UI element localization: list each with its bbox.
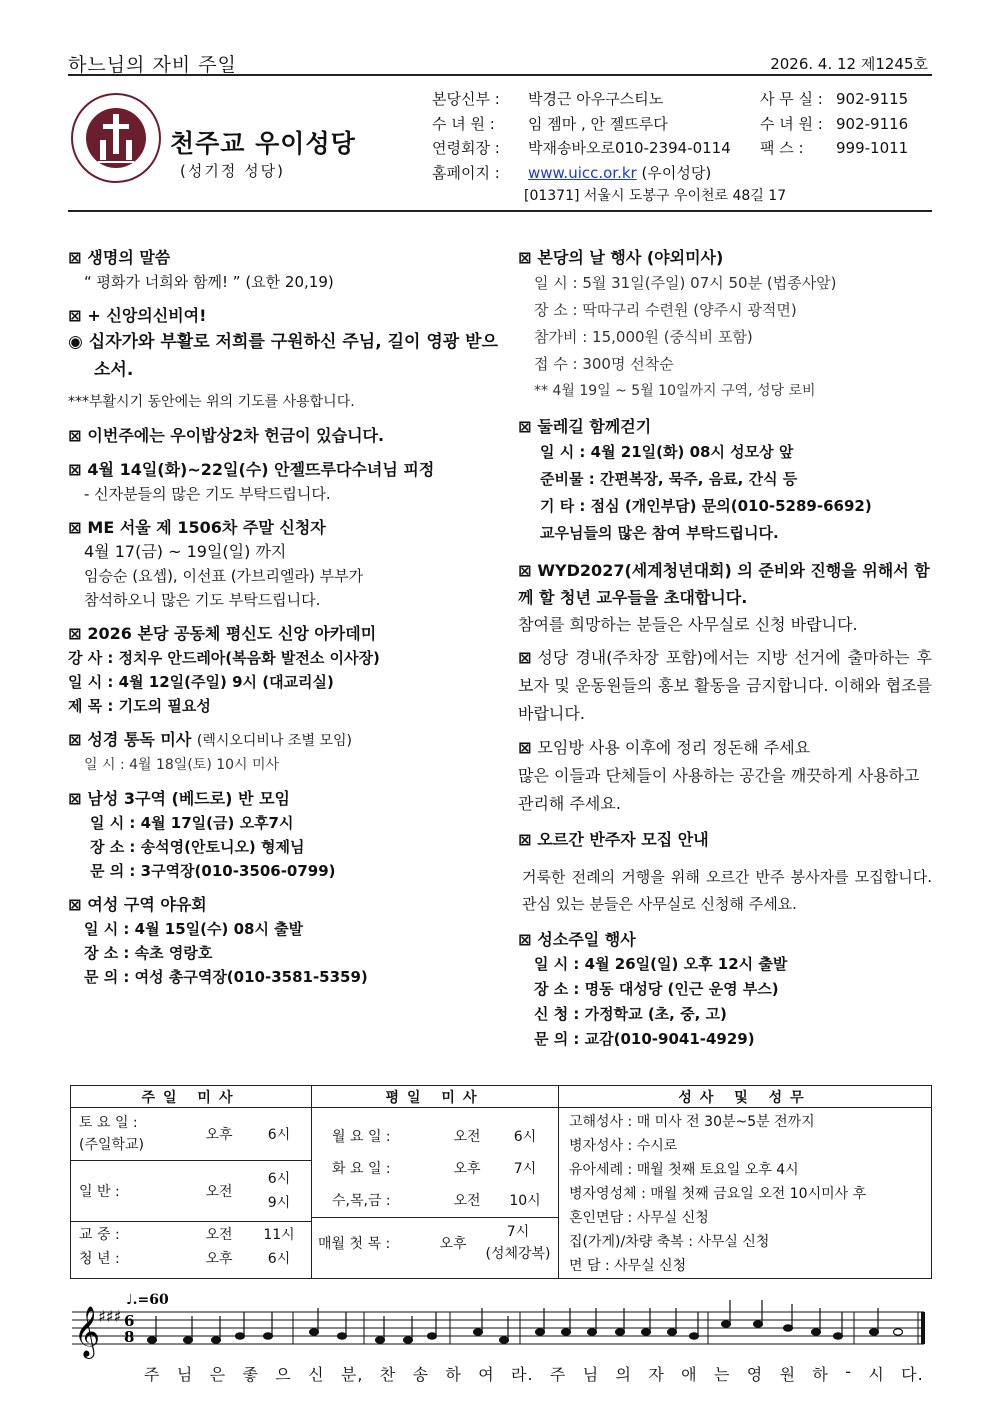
lyric-syllable: 여: [478, 1365, 495, 1384]
bullet-icon: ⊠: [68, 730, 82, 749]
organ-text: 거룩한 전례의 거행을 위해 오르간 반주 봉사자를 모집합니다. 관심 있는 분들은 사무실로 신청해 주세요.: [522, 868, 932, 913]
lyric-syllable: 하: [445, 1365, 462, 1384]
sacrament-line: 혼인면담 : 사무실 신청: [569, 1210, 709, 1226]
section-offering: ⊠ 이번주에는 우이밥상2차 헌금이 있습니다.: [68, 426, 385, 445]
lyric-syllable: 라.: [511, 1365, 534, 1384]
sacrament-line: 집(가게)/차량 축복 : 사무실 신청: [569, 1234, 770, 1250]
section-vocation-title: ⊠ 성소주일 행사: [518, 930, 636, 949]
vocation-line: 신 청 : 가정학교 (초, 중, 고): [534, 1005, 727, 1023]
parish-line: ** 4월 19일 ~ 5월 10일까지 구역, 성당 로비: [534, 383, 816, 399]
mass-schedule-table: [70, 1085, 932, 1279]
lyric-syllable: 님: [582, 1365, 600, 1384]
top-rule: [68, 74, 932, 76]
bullet-icon: ⊠: [518, 417, 532, 436]
phone-row-office: 사 무 실 : 902-9115: [760, 90, 909, 108]
time-signature-top: 6: [124, 1312, 135, 1330]
left-column: [68, 236, 500, 989]
parish-line: 접 수 : 300명 선착순: [534, 355, 674, 373]
wyd-text: 참여를 희망하는 분들은 사무실로 신청 바랍니다.: [518, 615, 858, 634]
bullet-icon: ⊠: [68, 518, 82, 537]
sunday-mass-cell: [71, 1108, 312, 1279]
lyric-syllable: 원: [779, 1365, 797, 1384]
bullet-icon: ⊠: [68, 895, 82, 914]
me-date: 4월 17(금) ~ 19일(일) 까지: [84, 542, 287, 561]
women-line: 일 시 : 4월 15일(수) 08시 출발: [84, 920, 304, 938]
bullet-icon: ⊠: [68, 460, 82, 479]
section-wyd-title: ⊠ WYD2027(세계청년대회) 의 준비와 진행을 위해서 함께 할 청년 교우들을 초대합니다.: [518, 561, 930, 607]
room-notice: ⊠ 모임방 사용 이후에 정리 정돈해 주세요: [518, 738, 811, 757]
bullet-icon: ⊠: [518, 830, 532, 849]
bullet-icon: ⊠: [518, 648, 532, 667]
me-names: 임승순 (요셉), 이선표 (가브리엘라) 부부가: [84, 567, 364, 585]
phone-row-fax: 팩 스 : 999-1011: [760, 139, 909, 157]
walk-line: 준비물 : 간편복장, 묵주, 음료, 간식 등: [540, 470, 798, 488]
weekday-mass-cell: [312, 1108, 559, 1279]
women-line: 문 의 : 여성 총구역장(010-3581-5359): [84, 968, 368, 986]
sunday-row: 교 중 : 오전 11시: [79, 1227, 295, 1243]
sunday-mass-header: 주일 미사: [71, 1086, 312, 1108]
bullet-icon: ⊠: [68, 306, 82, 325]
weekday-mass-header: 평일 미사: [312, 1086, 559, 1108]
section-women-title: ⊠ 여성 구역 야유회: [68, 895, 207, 914]
section-word-title: ⊠ 생명의 말씀: [68, 248, 171, 267]
sacrament-header: 성사 및 성무: [559, 1086, 932, 1108]
contact-info: [432, 87, 731, 185]
sacrament-line: 병자성사 : 수시로: [569, 1138, 678, 1154]
mystery-note: ***부활시기 동안에는 위의 기도를 사용합니다.: [68, 394, 355, 410]
lyric-syllable: 하: [812, 1365, 829, 1384]
word-text: “ 평화가 너희와 함께! ” (요한 20,19): [84, 273, 334, 291]
section-bible-title: ⊠ 성경 통독 미사 (렉시오디비나 조별 모임): [68, 730, 352, 749]
men-line: 장 소 : 송석영(안토니오) 형제님: [90, 838, 305, 856]
lyric-syllable: 는: [713, 1365, 731, 1384]
vocation-line: 문 의 : 교감(010-9041-4929): [534, 1030, 755, 1048]
women-line: 장 소 : 속초 영랑호: [84, 944, 213, 962]
sunday-row: 일 반 : 오전 6시 9시: [71, 1161, 311, 1222]
sunday-name: 하느님의 자비 주일: [68, 54, 237, 76]
lyric-syllable: 님: [176, 1365, 194, 1384]
circle-bullet-icon: ◉: [68, 332, 89, 352]
lyric-syllable: 송: [412, 1365, 430, 1384]
lyric-syllable: 의: [615, 1365, 632, 1384]
lyric-syllable: 영: [746, 1365, 764, 1384]
lyric-syllable: 으: [275, 1365, 292, 1384]
lyrics-line: [144, 1362, 924, 1385]
weekday-row: 수,목,금 : 오전 10시: [332, 1193, 541, 1209]
lyric-syllable: 애: [681, 1365, 698, 1384]
section-mystery-title: ⊠ + 신앙의신비여!: [68, 306, 207, 325]
lyric-syllable: 은: [209, 1365, 227, 1384]
right-column: [518, 236, 932, 1052]
sacrament-line: 유아세례 : 매월 첫째 토요일 오후 4시: [569, 1162, 799, 1178]
parish-line: 장 소 : 딱따구리 수련원 (양주시 광적면): [534, 301, 797, 319]
phone-row-convent: 수 녀 원 : 902-9116: [760, 114, 909, 133]
men-line: 문 의 : 3구역장(010-3506-0799): [90, 862, 336, 880]
tempo-marking: ♩.=60: [126, 1292, 169, 1308]
homepage-link[interactable]: www.uicc.or.kr: [528, 163, 637, 182]
contact-row-homepage: 홈페이지 : www.uicc.or.kr (우이성당): [432, 163, 712, 182]
church-subtitle: (성기정 성당): [180, 162, 285, 180]
bullet-icon: ⊠: [68, 248, 82, 267]
academy-line: 일 시 : 4월 12일(주일) 9시 (대교리실): [68, 673, 334, 691]
weekday-row: 월 요 일 : 오전 6시: [332, 1129, 537, 1145]
bullet-icon: ⊠: [518, 738, 532, 757]
church-name: 천주교 우이성당: [170, 129, 356, 158]
section-organ-title: ⊠ 오르간 반주자 모집 안내: [518, 830, 709, 849]
lyric-syllable: 시: [868, 1365, 885, 1384]
weekday-row: 화 요 일 : 오후 7시: [332, 1161, 537, 1177]
bullet-icon: ⊠: [68, 789, 82, 808]
lyric-syllable: 주: [144, 1365, 161, 1384]
vocation-line: 장 소 : 명동 대성당 (인근 운영 부스): [534, 980, 779, 998]
mystery-text: ◉ 십자가와 부활로 저희를 구원하신 주님, 길이 영광 받으소서.: [68, 332, 498, 380]
lyric-syllable: 다.: [901, 1365, 924, 1384]
section-academy-title: ⊠ 2026 본당 공동체 평신도 신앙 아카데미: [68, 624, 377, 643]
bullet-icon: ⊠: [518, 248, 532, 267]
parish-line: 참가비 : 15,000원 (중식비 포함): [534, 328, 753, 346]
section-me-title: ⊠ ME 서울 제 1506차 주말 신청자: [68, 518, 326, 537]
bullet-icon: ⊠: [68, 624, 82, 643]
lyric-syllable: 자: [648, 1365, 665, 1384]
contact-row-funeral: 연령회장 : 박재송바오로010-2394-0114: [432, 139, 731, 157]
walk-line: 교우님들의 많은 참여 부탁드립니다.: [540, 524, 779, 542]
lyric-syllable: 신: [308, 1365, 325, 1384]
me-text: 참석하오니 많은 기도 부탁드립니다.: [84, 591, 321, 609]
vocation-line: 일 시 : 4월 26일(일) 오후 12시 출발: [534, 955, 788, 973]
section-parish-title: ⊠ 본당의 날 행사 (야외미사): [518, 248, 724, 267]
phone-info: [760, 87, 908, 161]
time-signature-bottom: 8: [124, 1328, 135, 1346]
sacrament-line: 병자영성체 : 매월 첫째 금요일 오전 10시미사 후: [569, 1186, 867, 1202]
key-signature-icon: ♯♯♯: [98, 1307, 122, 1326]
treble-clef-icon: 𝄞: [74, 1306, 101, 1357]
lyric-syllable: -: [845, 1362, 852, 1381]
sacrament-cell: [559, 1108, 932, 1279]
men-line: 일 시 : 4월 17일(금) 오후7시: [90, 814, 294, 832]
lyric-syllable: 분,: [340, 1365, 364, 1384]
bullet-icon: ⊠: [518, 930, 532, 949]
header-rule: [68, 210, 932, 212]
sacrament-line: 면 담 : 사무실 신청: [569, 1258, 687, 1274]
election-notice: ⊠ 성당 경내(주차장 포함)에서는 지방 선거에 출마하는 후보자 및 운동원들의 홍보 활동을 금지합니다. 이해와 협조를 바랍니다.: [518, 648, 932, 723]
academy-line: 제 목 : 기도의 필요성: [68, 697, 211, 715]
lyric-syllable: 주: [549, 1365, 567, 1384]
contact-row-priest: 본당신부 : 박경근 아우구스티노: [432, 90, 664, 108]
room-notice-detail: 많은 이들과 단체들이 사용하는 공간을 깨끗하게 사용하고 관리해 주세요.: [518, 766, 920, 813]
bible-line: 일 시 : 4월 18일(토) 10시 미사: [84, 757, 280, 773]
walk-line: 일 시 : 4월 21일(화) 08시 성모상 앞: [540, 443, 794, 461]
section-retreat-title: ⊠ 4월 14일(화)~22일(수) 안젤뜨루다수녀님 피정: [68, 460, 435, 479]
weekday-row: 매월 첫 목 : 오후 7시 (성체강복): [318, 1224, 551, 1262]
sunday-row: 토 요 일 : (주일학교) 오후 6시: [71, 1108, 311, 1161]
retreat-text: - 신자분들의 많은 기도 부탁드립니다.: [84, 485, 331, 503]
issue-date: 2026. 4. 12 제1245호: [770, 55, 928, 73]
academy-line: 강 사 : 정치우 안드레아(복음화 발전소 이사장): [68, 649, 380, 667]
sacrament-line: 고해성사 : 매 미사 전 30분~5분 전까지: [569, 1114, 815, 1130]
contact-row-sisters: 수 녀 원 : 임 젬마 , 안 젤뜨루다: [432, 114, 668, 133]
bullet-icon: ⊠: [68, 426, 82, 445]
sunday-row: 청 년 : 오후 6시: [79, 1251, 291, 1267]
bullet-icon: ⊠: [518, 561, 532, 580]
section-walk-title: ⊠ 둘레길 함께걷기: [518, 417, 652, 436]
address: [01371] 서울시 도봉구 우이천로 48길 17: [524, 188, 787, 204]
section-men-title: ⊠ 남성 3구역 (베드로) 반 모임: [68, 789, 291, 808]
parish-logo-icon: [70, 92, 162, 184]
parish-line: 일 시 : 5월 31일(주일) 07시 50분 (법종사앞): [534, 274, 837, 292]
music-score: [68, 1288, 932, 1398]
lyric-syllable: 찬: [379, 1365, 397, 1384]
walk-line: 기 타 : 점심 (개인부담) 문의(010-5289-6692): [540, 497, 872, 515]
lyric-syllable: 좋: [242, 1365, 259, 1384]
